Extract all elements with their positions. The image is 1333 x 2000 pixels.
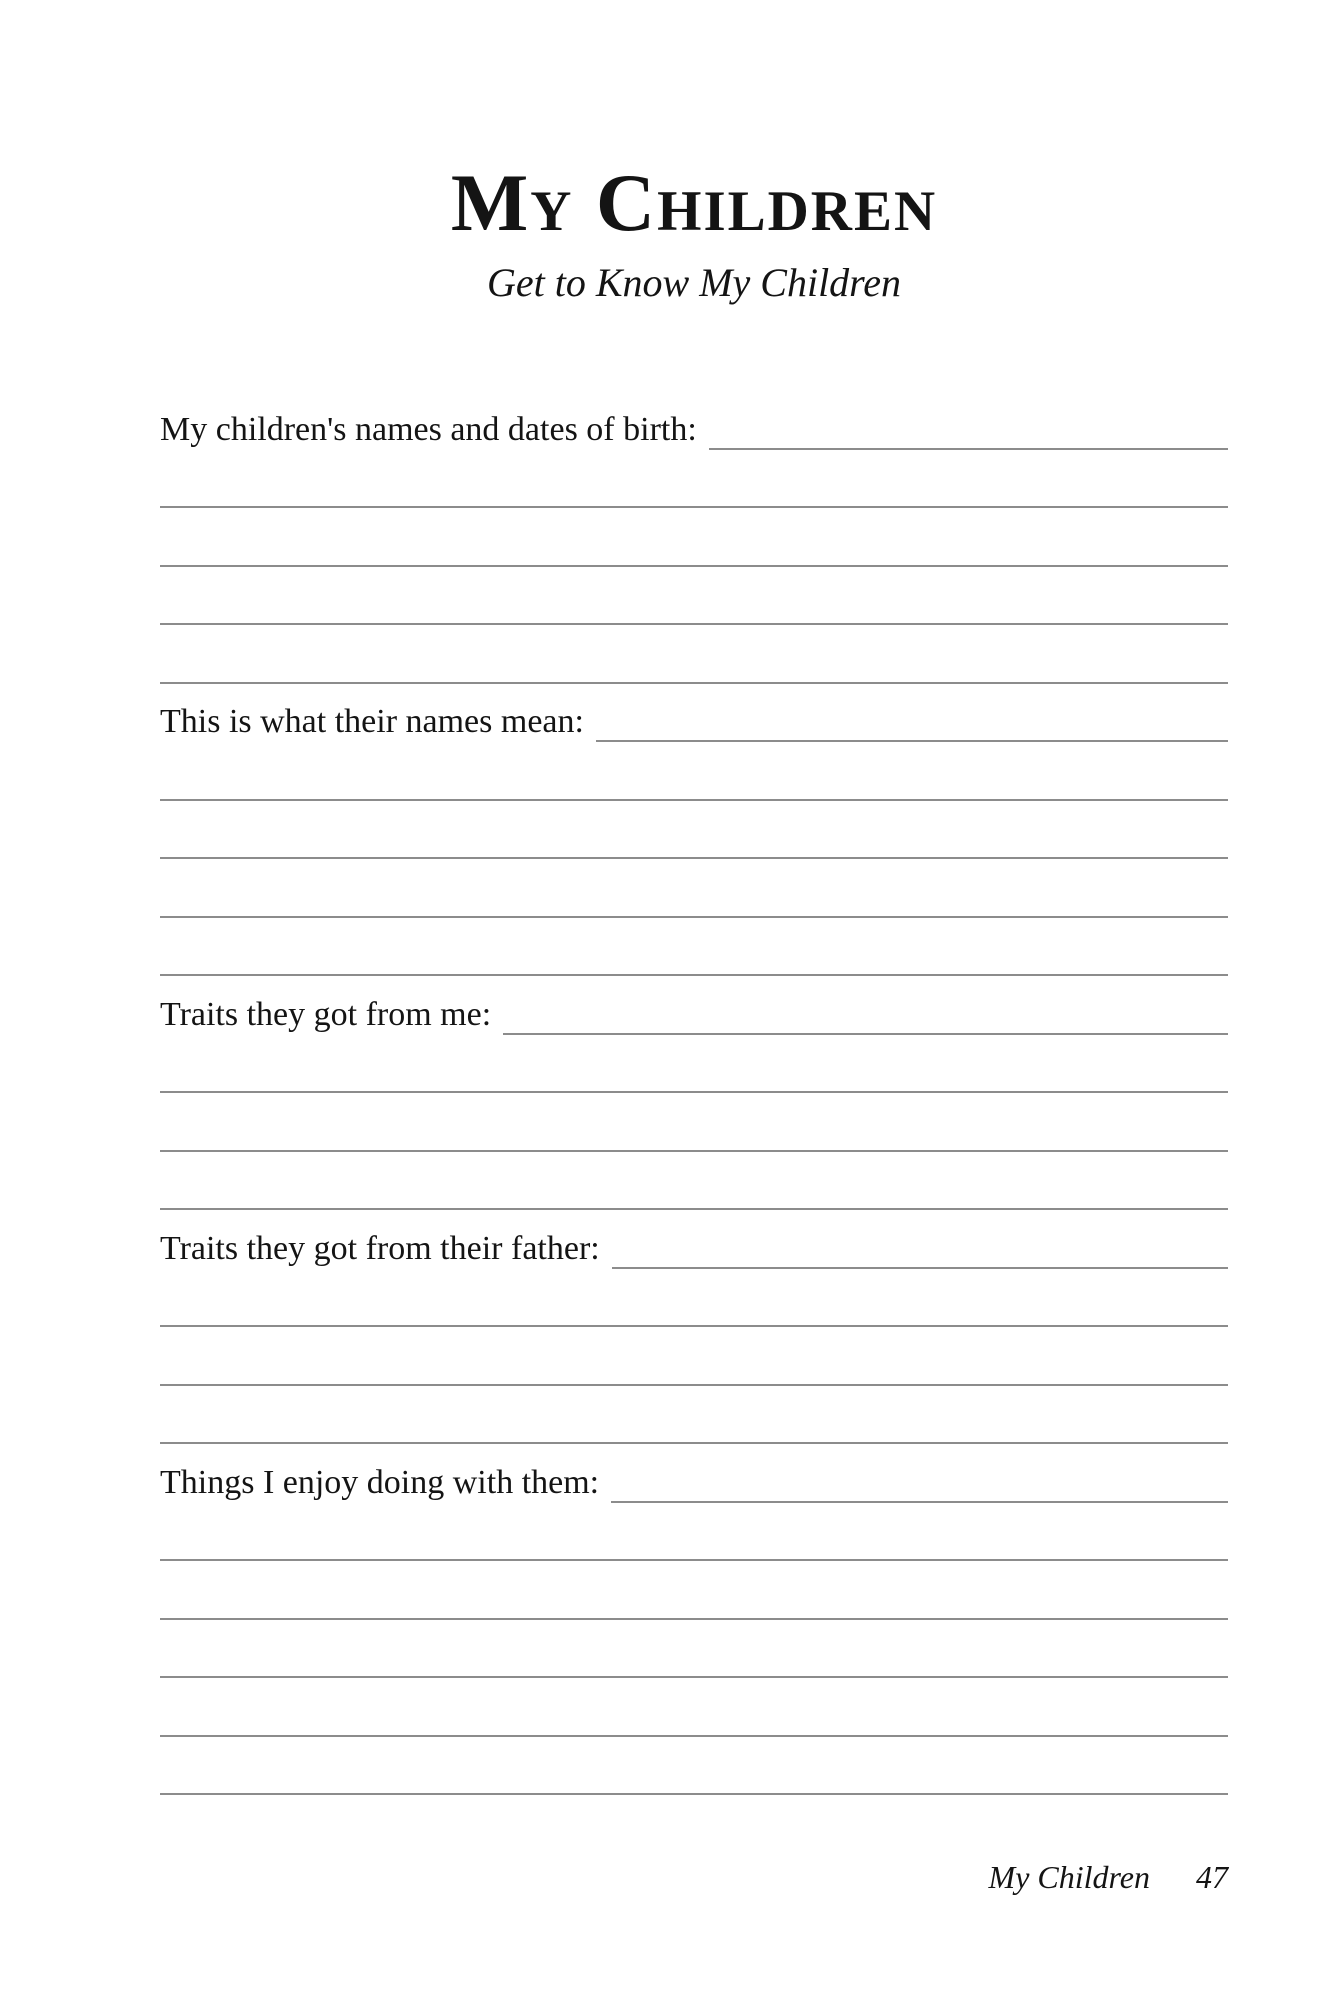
answer-line	[160, 974, 1228, 976]
answer-line	[160, 1208, 1228, 1210]
blank-row	[160, 450, 1228, 509]
blank-row	[160, 1503, 1228, 1562]
blank-row	[160, 625, 1228, 684]
answer-line	[160, 1150, 1228, 1152]
blank-row	[160, 1093, 1228, 1152]
prompt-label: Things I enjoy doing with them:	[160, 1463, 600, 1501]
prompt-label: My children's names and dates of birth:	[160, 410, 697, 448]
blank-row	[160, 1561, 1228, 1620]
answer-line	[160, 565, 1228, 567]
blank-row	[160, 1327, 1228, 1386]
answer-line	[160, 623, 1228, 625]
answer-line	[160, 916, 1228, 918]
answer-line	[160, 1091, 1228, 1093]
worksheet-body	[160, 391, 1228, 1795]
answer-line	[612, 1267, 1228, 1269]
blank-row	[160, 1678, 1228, 1737]
answer-line	[160, 506, 1228, 508]
answer-line	[160, 1442, 1228, 1444]
blank-row	[160, 1035, 1228, 1094]
answer-line	[160, 682, 1228, 684]
footer-section-label: My Children	[988, 1859, 1150, 1895]
answer-line	[160, 1325, 1228, 1327]
blank-row	[160, 1737, 1228, 1796]
page-footer	[989, 1858, 1228, 1896]
prompt-row	[160, 684, 1228, 743]
answer-line	[503, 1033, 1228, 1035]
prompt-label: Traits they got from me:	[160, 995, 492, 1033]
answer-line	[160, 1793, 1228, 1795]
footer-page-number: 47	[1196, 1859, 1228, 1895]
blank-row	[160, 567, 1228, 626]
blank-row	[160, 1386, 1228, 1445]
blank-row	[160, 742, 1228, 801]
blank-row	[160, 918, 1228, 977]
answer-line	[160, 1676, 1228, 1678]
prompt-label: This is what their names mean:	[160, 703, 584, 740]
answer-line	[160, 1559, 1228, 1561]
blank-row	[160, 801, 1228, 860]
prompt-row	[160, 391, 1228, 450]
blank-row	[160, 859, 1228, 918]
prompt-row	[160, 1444, 1228, 1503]
answer-line	[160, 857, 1228, 859]
answer-line	[160, 1618, 1228, 1620]
page-header	[160, 157, 1228, 306]
answer-line	[611, 1501, 1228, 1503]
prompt-label: Traits they got from their father:	[160, 1229, 600, 1267]
page-subtitle: Get to Know My Children	[486, 260, 902, 305]
prompt-row	[160, 976, 1228, 1035]
blank-row	[160, 1620, 1228, 1679]
answer-line	[596, 740, 1228, 742]
answer-line	[160, 799, 1228, 801]
blank-row	[160, 1269, 1228, 1328]
blank-row	[160, 508, 1228, 567]
page-title: My Children	[450, 157, 938, 248]
blank-row	[160, 1152, 1228, 1211]
answer-line	[709, 448, 1228, 450]
answer-line	[160, 1735, 1228, 1737]
prompt-row	[160, 1210, 1228, 1269]
answer-line	[160, 1384, 1228, 1386]
